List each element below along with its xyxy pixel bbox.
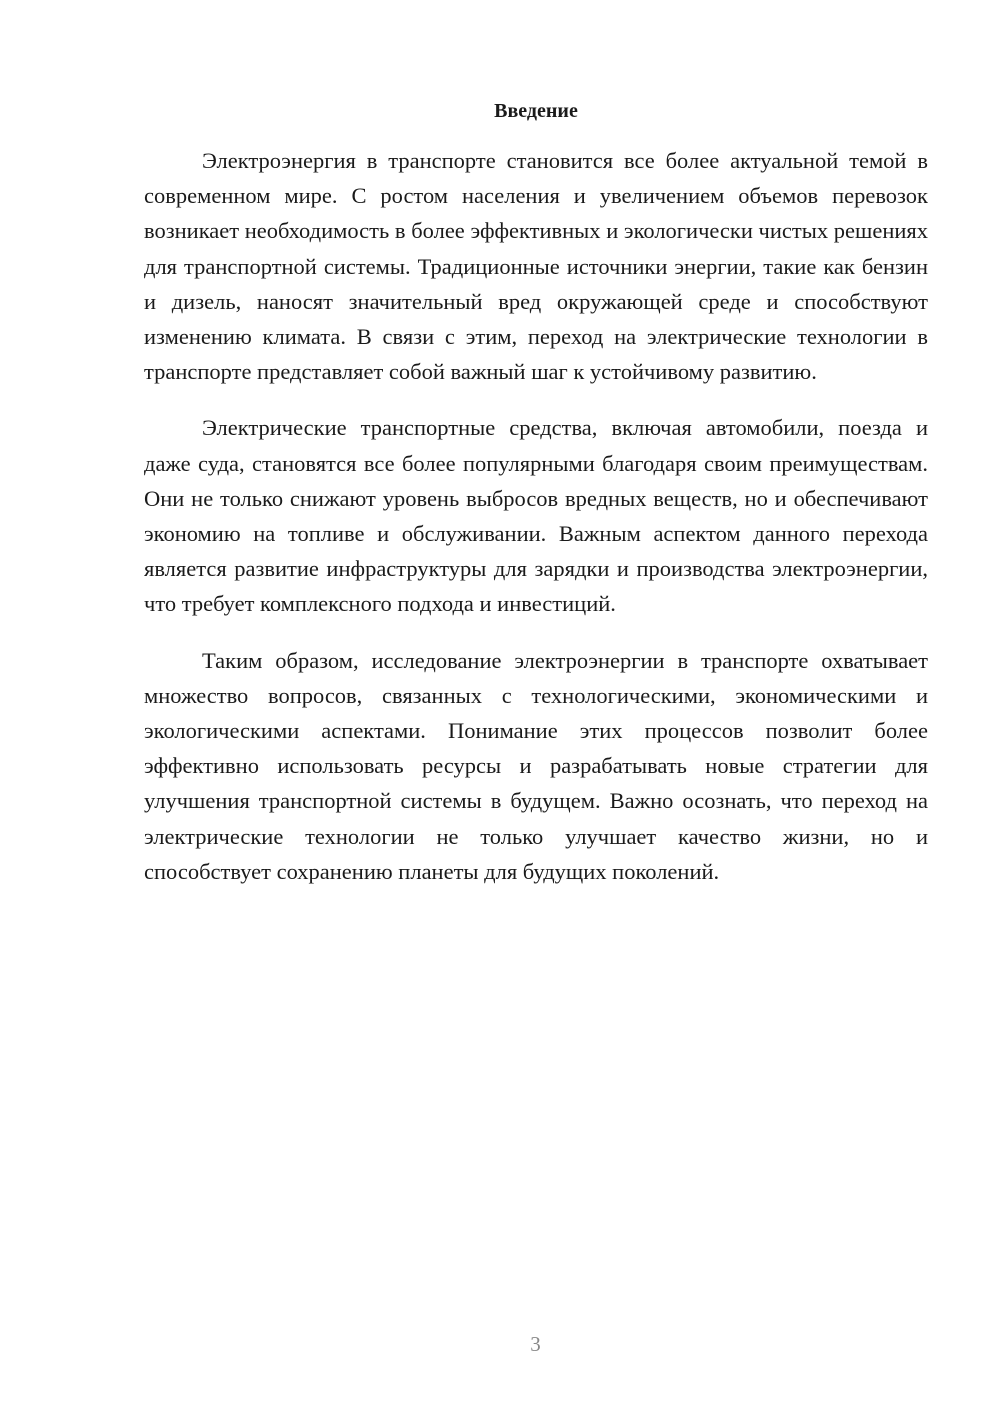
paragraph-1: Электроэнергия в транспорте становится все более актуальной темой в современном мире. С ростом населения и увеличением объемов перевозок возникает необходимость в более эффективных и экологически чистых решениях для транспортной системы. Традиционные источники энергии, такие как бензин и дизель, наносят значительный вред окружающей среде и способствуют изменению климата. В связи с этим, переход на электрические технологии в транспорте представляет собой важный шаг к устойчивому развитию.: [144, 148, 928, 385]
paragraph-2: Электрические транспортные средства, включая автомобили, поезда и даже суда, становятся все более популярными благодаря своим преимуществам. Они не только снижают уровень выбросов вредных веществ, но и обеспечивают экономию на топливе и обслуживании. Важным аспектом данного перехода является развитие инфраструктуры для зарядки и производства электроэнергии, что требует комплексного подхода и инвестиций.: [144, 415, 928, 617]
page-content: [144, 96, 928, 910]
section-title: Введение: [494, 100, 578, 122]
page-number: 3: [530, 1332, 541, 1356]
paragraph-3: Таким образом, исследование электроэнергии в транспорте охватывает множество вопросов, связанных с технологическими, экономическими и экологическими аспектами. Понимание этих процессов позволит более эффективно использовать ресурсы и разрабатывать новые стратегии для улучшения транспортной системы в будущем. Важно осознать, что переход на электрические технологии не только улучшает качество жизни, но и способствует сохранению планеты для будущих поколений.: [144, 647, 928, 884]
